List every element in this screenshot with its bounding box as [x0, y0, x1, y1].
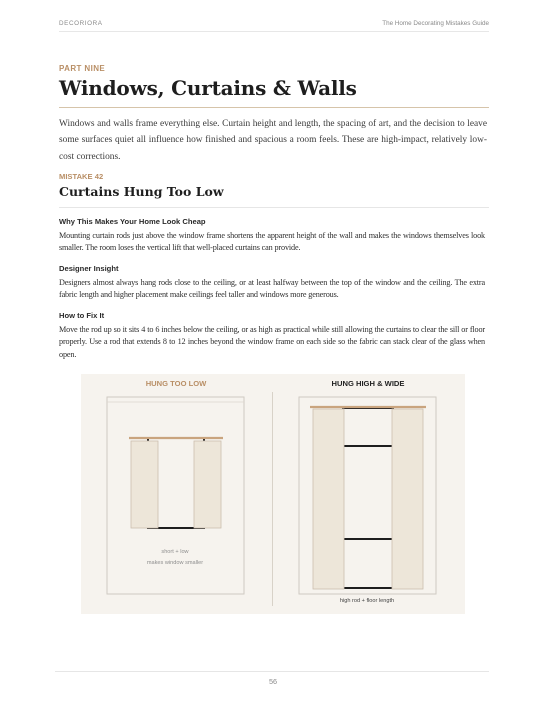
curtain-comparison-figure	[81, 374, 465, 614]
mistake-label: MISTAKE 42	[59, 172, 104, 181]
title-divider	[59, 107, 489, 108]
intro-paragraph: Windows and walls frame everything else. Curtain height and length, the spacing of art, and the decision to leave some surfaces quiet all influence how finished and spacious a room feels. These are high-impact, relatively low-cost corrections.	[59, 119, 487, 162]
why-paragraph: Mounting curtain rods just above the window frame shortens the apparent height of the wall and makes the windows themselves look smaller. The room loses the vertical lift that well-placed curtains can provide.	[59, 231, 485, 253]
section-title: Windows, Curtains & Walls	[59, 76, 357, 100]
why-heading: Why This Makes Your Home Look Cheap	[59, 217, 206, 226]
mistake-title: Curtains Hung Too Low	[59, 184, 224, 199]
fix-heading: How to Fix It	[59, 311, 105, 320]
curtain-illustration	[81, 374, 465, 614]
page-number: 56	[268, 677, 278, 686]
left-curtain-panel-1	[131, 441, 158, 528]
insight-heading: Designer Insight	[59, 264, 119, 273]
footer-divider	[55, 671, 489, 672]
right-note: high rod + floor length	[339, 598, 395, 604]
guide-title: The Home Decorating Mistakes Guide	[382, 20, 489, 27]
left-caption: HUNG TOO LOW	[145, 379, 207, 388]
right-window-frame	[343, 408, 393, 588]
left-note-2: makes window smaller	[146, 560, 204, 566]
left-curtain-panel-2	[194, 441, 221, 528]
header-divider	[59, 31, 489, 32]
part-label: PART NINE	[59, 64, 106, 73]
brand-name: DECORIORA	[59, 20, 103, 27]
mistake-divider	[59, 207, 489, 208]
fix-paragraph: Move the rod up so it sits 4 to 6 inches below the ceiling, or as high as practical while still allowing the curtains to clear the sill or floor properly. Use a rod that extends 8 to 12 inches beyond the window frame on each side so the fabric can stack clear of the glass when open.	[59, 325, 485, 359]
right-curtain-panel-1	[313, 409, 344, 589]
figure-divider	[272, 392, 273, 606]
right-curtain-panel-2	[392, 409, 423, 589]
left-note-1: short + low	[161, 549, 189, 555]
insight-paragraph: Designers almost always hang rods close to the ceiling, or at least halfway between the top of the window and the ceiling. The extra fabric length and higher placement make ceilings feel taller and windows more generous.	[59, 278, 485, 300]
right-caption: HUNG HIGH & WIDE	[331, 379, 405, 388]
